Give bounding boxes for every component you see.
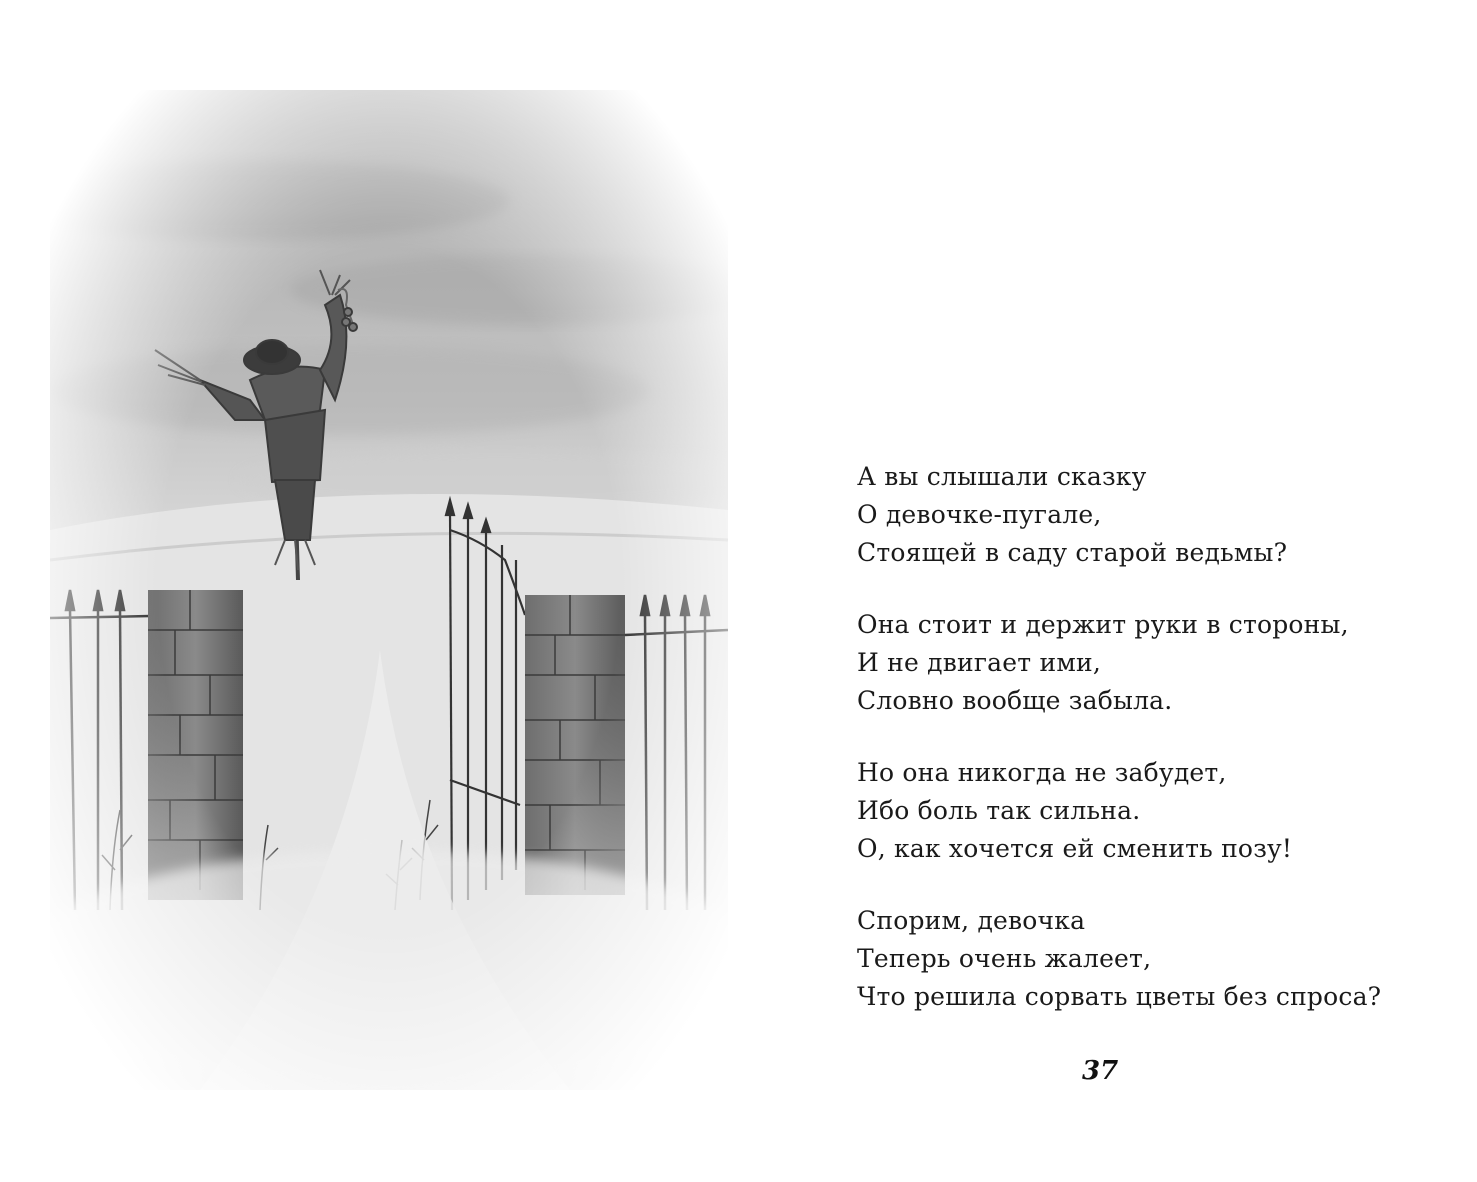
stanza [857, 458, 1437, 572]
poem-line: Ибо боль так сильна. [857, 796, 1141, 825]
page-number: 37 [1082, 1056, 1119, 1086]
stanza [857, 902, 1437, 1016]
poem-line: Но она никогда не забудет, [857, 758, 1227, 787]
poem-line: О девочке-пугале, [857, 500, 1102, 529]
poem-line: Спорим, девочка [857, 906, 1086, 935]
stanza [857, 606, 1437, 720]
illustration-drawing [50, 90, 728, 1090]
poem-line: Что решила сорвать цветы без спроса? [857, 982, 1382, 1011]
poem-line: Теперь очень жалеет, [857, 944, 1152, 973]
poem-line: А вы слышали сказку [857, 462, 1147, 491]
poem-line: Стоящей в саду старой ведьмы? [857, 538, 1288, 567]
poem-line: И не двигает ими, [857, 648, 1101, 677]
stanza [857, 754, 1437, 868]
scarecrow-illustration [50, 90, 728, 1090]
poem-line: Словно вообще забыла. [857, 686, 1173, 715]
poem [857, 458, 1437, 1050]
poem-line: О, как хочется ей сменить позу! [857, 834, 1293, 863]
poem-line: Она стоит и держит руки в стороны, [857, 610, 1349, 639]
